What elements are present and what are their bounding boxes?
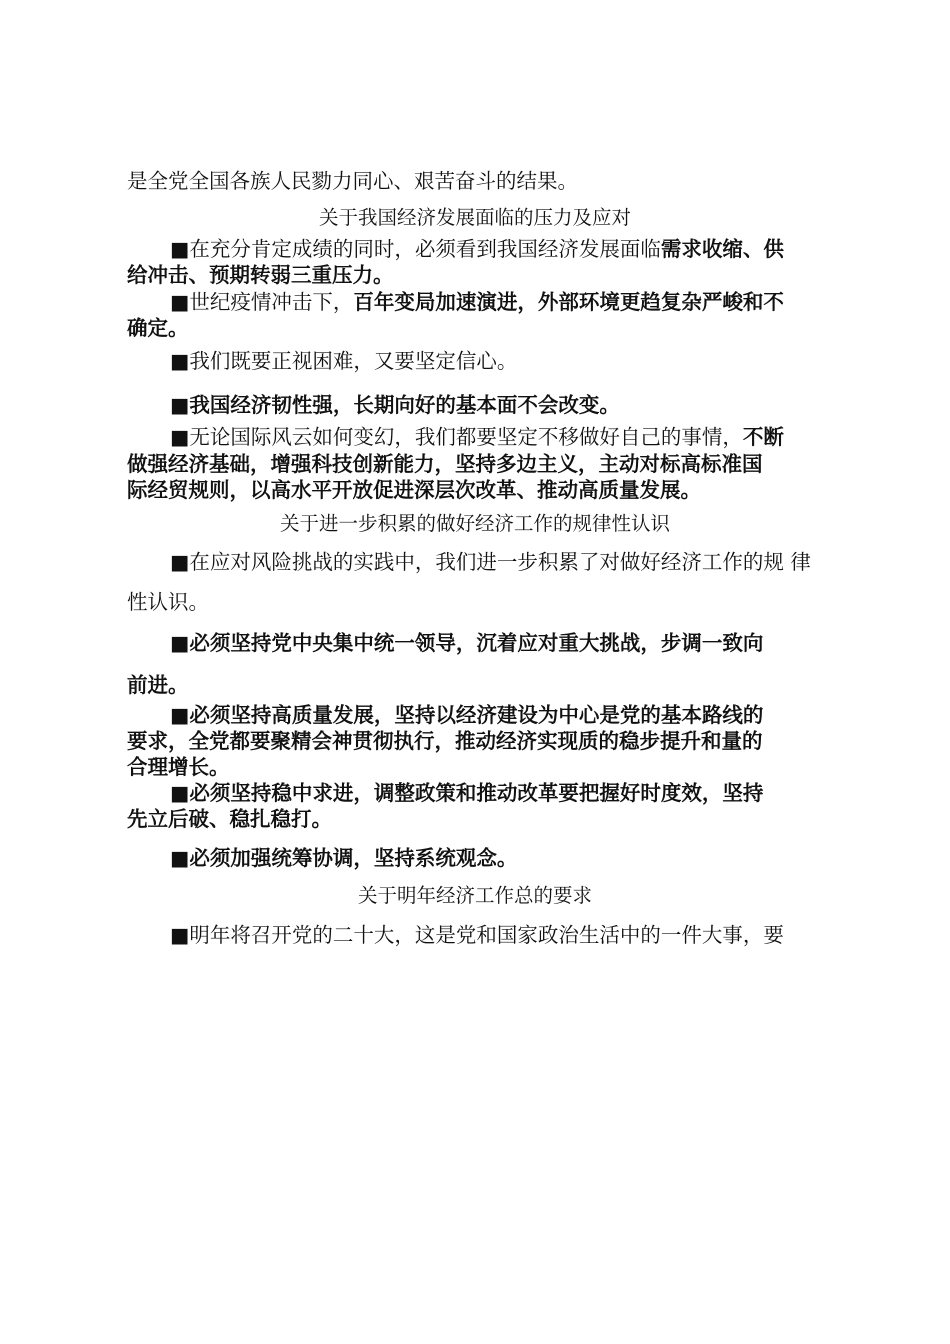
bold-segment: ■必须加强统筹协调，坚持系统观念。 <box>170 846 518 870</box>
bold-segment: 百年变局加速演进，外部环境更趋复杂严峻和不 <box>353 290 784 314</box>
bold-segment: 前进。 <box>127 673 189 697</box>
bold-segment: 要求，全党都要聚精会神贯彻执行，推动经济实现质的稳步提升和量的 <box>127 729 763 753</box>
bold-segment: 际经贸规则，以高水平开放促进深层次改革、推动高质量发展。 <box>127 478 701 502</box>
text-line <box>170 702 832 729</box>
section-heading: 关于明年经济工作总的要求 <box>357 884 592 907</box>
text-segment: ■我们既要正视困难，又要坚定信心。 <box>170 349 518 373</box>
bold-segment: 给冲击、预期转弱三重压力。 <box>127 263 394 287</box>
text-line <box>127 477 832 504</box>
text-line <box>170 424 832 451</box>
bold-segment: 合理增长。 <box>127 755 230 779</box>
text-segment: ■无论国际风云如何变幻，我们都要坚定不移做好自己的事情， <box>170 425 743 449</box>
bold-segment: 先立后破、稳扎稳打。 <box>127 807 332 831</box>
text-line <box>127 451 832 478</box>
text-line <box>127 754 832 781</box>
section-heading: 关于我国经济发展面临的压力及应对 <box>318 206 631 229</box>
text-line <box>127 168 832 195</box>
bold-segment: ■必须坚持党中央集中统一领导，沉着应对重大挑战，步调一致向 <box>170 631 764 655</box>
text-segment: ■在充分肯定成绩的同时，必须看到我国经济发展面临 <box>170 237 661 261</box>
text-line <box>127 806 832 833</box>
text-segment: ■在应对风险挑战的实践中，我们进一步积累了对做好经济工作的规 律 <box>170 550 811 574</box>
text-line <box>170 348 832 375</box>
bold-segment: 确定。 <box>127 316 189 340</box>
bold-segment: 做强经济基础，增强科技创新能力，坚持多边主义，主动对标高标准国 <box>127 452 763 476</box>
bold-segment: ■我国经济韧性强，长期向好的基本面不会改变。 <box>170 393 620 417</box>
text-line <box>170 630 832 657</box>
text-line <box>170 845 832 872</box>
text-line <box>170 289 832 316</box>
bold-segment: ■必须坚持高质量发展，坚持以经济建设为中心是党的基本路线的 <box>170 703 764 727</box>
text-line <box>170 236 832 263</box>
text-line <box>170 780 832 807</box>
text-line <box>170 922 832 949</box>
text-line <box>127 589 832 616</box>
bold-segment: ■必须坚持稳中求进，调整政策和推动改革要把握好时度效，坚持 <box>170 781 764 805</box>
bold-segment: 需求收缩、供 <box>660 237 784 261</box>
text-line <box>127 728 832 755</box>
text-line <box>170 392 832 419</box>
text-line <box>127 672 832 699</box>
text-segment: 是全党全国各族人民勠力同心、艰苦奋斗的结果。 <box>127 169 578 193</box>
text-line <box>127 262 832 289</box>
text-segment: 性认识。 <box>127 590 209 614</box>
text-line <box>127 315 832 342</box>
bold-segment: 不断 <box>742 425 784 449</box>
text-segment: ■世纪疫情冲击下， <box>170 290 354 314</box>
section-heading: 关于进一步积累的做好经济工作的规律性认识 <box>279 512 670 535</box>
text-segment: ■明年将召开党的二十大，这是党和国家政治生活中的一件大事，要 <box>170 923 784 947</box>
text-line <box>170 549 832 576</box>
